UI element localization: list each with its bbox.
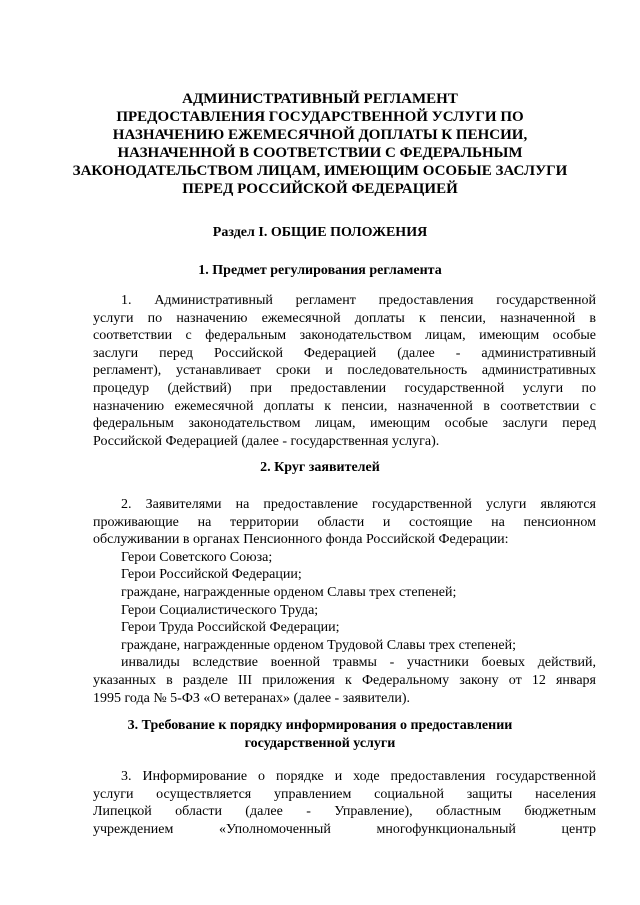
- applicant-item: Герои Советского Союза;: [121, 549, 273, 565]
- document-title: [60, 90, 580, 198]
- paragraph-line: указанных в разделе III приложения к Федеральному закону от 12 января: [93, 672, 596, 688]
- paragraph-line: 2. Заявителями на предоставление государственной услуги являются: [121, 497, 596, 512]
- paragraph-line: 1. Административный регламент предоставления государственной: [121, 293, 596, 308]
- section-title: Раздел I. ОБЩИЕ ПОЛОЖЕНИЯ: [212, 225, 428, 240]
- paragraph-line: 1995 года № 5-ФЗ «О ветеранах» (далее - заявители).: [93, 690, 410, 706]
- title-line: НАЗНАЧЕННОЙ В СООТВЕТСТВИИ С ФЕДЕРАЛЬНЫМ: [117, 145, 523, 161]
- applicant-item: Герои Труда Российской Федерации;: [121, 620, 340, 636]
- paragraph-line: учреждением «Уполномоченный многофункциональный центр: [93, 821, 596, 837]
- heading-applicants: 2. Круг заявителей: [260, 460, 380, 475]
- title-line: ЗАКОНОДАТЕЛЬСТВОМ ЛИЦАМ, ИМЕЮЩИМ ОСОБЫЕ ЗАСЛУГИ: [72, 163, 568, 179]
- paragraph-line: назначению ежемесячной доплаты к пенсии, назначенной в соответствии с: [93, 398, 596, 414]
- applicant-item: граждане, награжденные орденом Трудовой Славы трех степеней;: [121, 637, 516, 653]
- heading-information-requirements: [0, 717, 640, 753]
- paragraph-3: [93, 768, 596, 838]
- title-line: АДМИНИСТРАТИВНЫЙ РЕГЛАМЕНТ: [182, 91, 458, 107]
- paragraph-line: регламент), устанавливает сроки и последовательность административных: [93, 363, 596, 379]
- paragraph-line: Липецкой области (далее - Управление), областным бюджетным: [93, 804, 596, 820]
- paragraph-line: 3. Информирование о порядке и ходе предоставления государственной: [121, 769, 596, 784]
- paragraph-line: заслуги перед Российской Федерацией (далее - административный: [93, 345, 596, 361]
- paragraph-1: [93, 292, 596, 450]
- title-line: ПЕРЕД РОССИЙСКОЙ ФЕДЕРАЦИЕЙ: [182, 181, 458, 197]
- paragraph-line: федеральным законодательством лицам, имеющим особые заслуги перед: [93, 416, 596, 432]
- paragraph-line: соответствии с федеральным законодательством лицам, имеющим особые: [93, 328, 596, 344]
- applicant-item: граждане, награжденные орденом Славы трех степеней;: [121, 584, 457, 600]
- title-line: ПРЕДОСТАВЛЕНИЯ ГОСУДАРСТВЕННОЙ УСЛУГИ ПО: [116, 109, 524, 125]
- title-line: НАЗНАЧЕНИЮ ЕЖЕМЕСЯЧНОЙ ДОПЛАТЫ К ПЕНСИИ,: [112, 127, 528, 143]
- paragraph-line: проживающие на территории области и состоящие на пенсионном: [93, 514, 596, 530]
- applicant-item: Герои Социалистического Труда;: [121, 602, 319, 618]
- paragraph-2: [93, 496, 596, 707]
- heading-subject: 1. Предмет регулирования регламента: [198, 263, 442, 278]
- paragraph-line: обслуживании в органах Пенсионного фонда Российской Федерации:: [93, 532, 509, 548]
- applicant-item: Герои Российской Федерации;: [121, 567, 302, 583]
- paragraph-line: услуги осуществляется управлением социальной защиты населения: [93, 786, 596, 802]
- paragraph-line: процедур (действий) при предоставлении государственной услуги по: [93, 380, 596, 396]
- heading-line: 3. Требование к порядку информирования о предоставлении: [127, 718, 513, 733]
- paragraph-line: услуги по назначению ежемесячной доплаты к пенсии, назначенной в: [93, 310, 596, 326]
- applicant-item: инвалиды вследствие военной травмы - участники боевых действий,: [121, 655, 596, 671]
- heading-line: государственной услуги: [244, 736, 396, 751]
- paragraph-line: Российской Федерацией (далее - государственная услуга).: [93, 433, 440, 449]
